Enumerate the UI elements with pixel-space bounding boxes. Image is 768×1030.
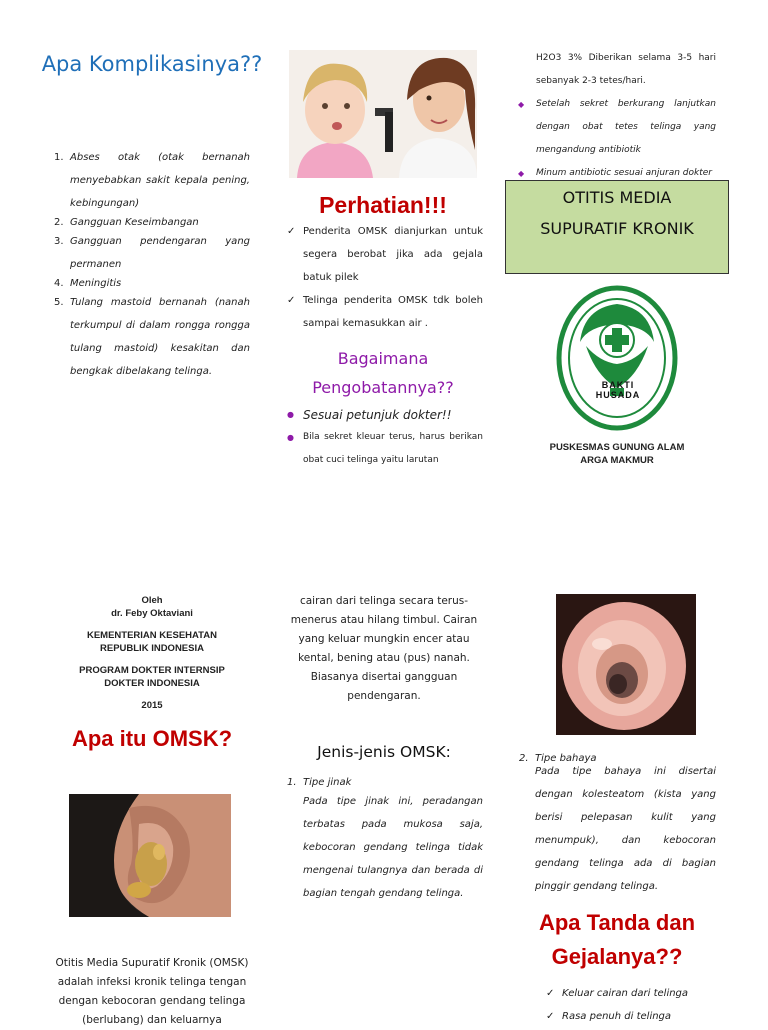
list-number: 5. xyxy=(54,297,64,308)
list-item xyxy=(287,289,483,335)
pengobatan-heading-line2: Pengobatannya?? xyxy=(312,378,454,397)
list-text: Telinga penderita OMSK tdk boleh sampai kemasukkan air . xyxy=(303,295,483,329)
type-description: Pada tipe jinak ini, peradangan terbatas pada mukosa saja, kebocoran gendang telinga tidak mengenai tulangnya dan berada di bagian tengah gendang telinga. xyxy=(303,796,483,899)
symptoms-heading-line2: Gejalanya?? xyxy=(551,944,683,969)
program-line1: PROGRAM DOKTER INTERNSIP xyxy=(79,665,225,676)
perhatian-list xyxy=(287,220,483,335)
puskesmas-line2: ARGA MAKMUR xyxy=(580,455,654,466)
list-text: Gangguan Keseimbangan xyxy=(70,217,199,228)
definition-text: Otitis Media Supuratif Kronik (OMSK) adalah infeksi kronik telinga tengan dengan kebocoran gendang telinga (berlubang) dan keluarnya xyxy=(55,957,249,1026)
logo-text: BAKTI HUSADA xyxy=(595,380,641,400)
list-item xyxy=(54,230,250,276)
ear-discharge-photo xyxy=(69,794,231,917)
list-number: 1. xyxy=(287,777,297,788)
list-item xyxy=(287,776,483,790)
omsk-type-dangerous xyxy=(519,752,716,898)
list-item xyxy=(54,215,250,230)
complications-heading xyxy=(40,50,264,79)
bullet-icon: ◆ xyxy=(518,100,525,109)
bakti-husada-logo-icon xyxy=(556,284,678,432)
list-number: 4. xyxy=(54,278,64,289)
list-number: 2. xyxy=(54,217,64,228)
title-line1: OTITIS MEDIA xyxy=(562,188,672,207)
omsk-types-heading-text: Jenis-jenis OMSK: xyxy=(317,743,451,761)
bullet-icon: ◆ xyxy=(518,169,525,178)
perhatian-heading xyxy=(283,190,483,220)
omsk-definition-heading-text: Apa itu OMSK? xyxy=(71,726,233,751)
eardrum-illustration xyxy=(556,594,696,735)
type-title: Tipe bahaya xyxy=(535,753,597,764)
list-number: 1. xyxy=(54,152,64,163)
list-text: Gangguan pendengaran yang permanen xyxy=(70,236,250,270)
pengobatan-list xyxy=(287,404,483,472)
checkmark-icon: ✓ xyxy=(287,295,296,306)
list-item xyxy=(287,404,483,426)
list-item xyxy=(546,982,726,1005)
type-description: Pada tipe bahaya ini disertai dengan kolesteatom (kista yang berisi pelepasan kulit yang menumpuk), dan kebocoran gendang telinga ada di bagian pinggir gendang telinga. xyxy=(535,766,716,892)
year-label: 2015 xyxy=(141,700,163,711)
eardrum-photo xyxy=(556,594,696,735)
list-text: Penderita OMSK dianjurkan untuk segera berobat jika ada gejala batuk pilek xyxy=(303,226,483,283)
org-line1: KEMENTERIAN KESEHATAN xyxy=(86,630,217,641)
list-text: Abses otak (otak bernanah menyebabkan sakit kepala pening, kebingungan) xyxy=(70,152,250,209)
checkmark-icon: ✓ xyxy=(287,226,296,237)
perhatian-heading-text: Perhatian!!! xyxy=(319,192,447,218)
symptoms-heading xyxy=(505,906,729,974)
list-item xyxy=(546,1005,726,1028)
list-number: 2. xyxy=(519,753,529,764)
bullet-icon: ● xyxy=(287,433,294,442)
list-text: Bila sekret kleuar terus, harus berikan obat cuci telinga yaitu larutan xyxy=(303,432,483,465)
list-item xyxy=(287,426,483,472)
puskesmas-line1: PUSKESMAS GUNUNG ALAM xyxy=(549,442,685,453)
omsk-type-benign xyxy=(287,776,483,905)
bakti-husada-logo xyxy=(556,284,678,432)
ear-discharge-illustration xyxy=(69,794,231,917)
author-block xyxy=(52,594,252,712)
list-text: Meningitis xyxy=(70,278,122,289)
list-text: Keluar cairan dari telinga xyxy=(562,988,689,999)
checkmark-icon: ✓ xyxy=(546,988,555,999)
title-line2: SUPURATIF KRONIK xyxy=(540,219,694,238)
complications-heading-text: Apa Komplikasinya?? xyxy=(41,52,263,76)
program-line2: DOKTER INDONESIA xyxy=(104,678,200,689)
omsk-definition-continued xyxy=(286,592,482,706)
list-text: Rasa penuh di telinga xyxy=(562,1011,672,1022)
type-title: Tipe jinak xyxy=(303,777,352,788)
symptoms-list xyxy=(546,982,726,1028)
continued-text: H2O3 3% Diberikan selama 3-5 hari sebanyak 2-3 tetes/hari. xyxy=(536,53,716,86)
continued-text: cairan dari telinga secara terus-menerus atau hilang timbul. Cairan yang keluar mungkin encer atau kental, bening atau (pus) nanah. Biasanya disertai gangguan pendengaran. xyxy=(290,595,478,702)
list-item xyxy=(287,220,483,289)
author-name: dr. Feby Oktaviani xyxy=(111,608,193,619)
pengobatan-heading xyxy=(283,344,483,402)
list-text: Tulang mastoid bernanah (nanah terkumpul di dalam rongga rongga tulang mastoid) kesakitan dan bengkak dibelakang telinga. xyxy=(70,297,250,377)
list-item xyxy=(518,93,716,162)
list-item xyxy=(54,146,250,215)
org-line2: REPUBLIK INDONESIA xyxy=(100,643,204,654)
puskesmas-name xyxy=(505,441,729,467)
oleh-label: Oleh xyxy=(141,595,163,606)
checkmark-icon: ✓ xyxy=(546,1011,555,1022)
symptoms-heading-line1: Apa Tanda dan xyxy=(538,910,696,935)
list-text: Sesuai petunjuk dokter!! xyxy=(303,408,452,422)
title-box xyxy=(505,180,729,274)
child-examination-photo xyxy=(289,50,477,178)
omsk-types-heading xyxy=(286,740,482,764)
treatment-continued xyxy=(518,47,716,185)
list-item xyxy=(54,291,250,383)
complications-list xyxy=(54,146,250,383)
list-item xyxy=(54,276,250,291)
list-number: 3. xyxy=(54,236,64,247)
bullet-icon: ● xyxy=(287,410,294,419)
pengobatan-heading-line1: Bagaimana xyxy=(337,349,429,368)
list-item xyxy=(519,752,716,766)
child-doctor-illustration xyxy=(289,50,477,178)
list-text: Setelah sekret berkurang lanjutkan dengan obat tetes telinga yang mengandung antibiotik xyxy=(536,99,716,155)
omsk-definition-text xyxy=(52,954,252,1030)
omsk-definition-heading xyxy=(40,724,264,754)
list-text: Minum antibiotic sesuai anjuran dokter xyxy=(536,168,713,178)
